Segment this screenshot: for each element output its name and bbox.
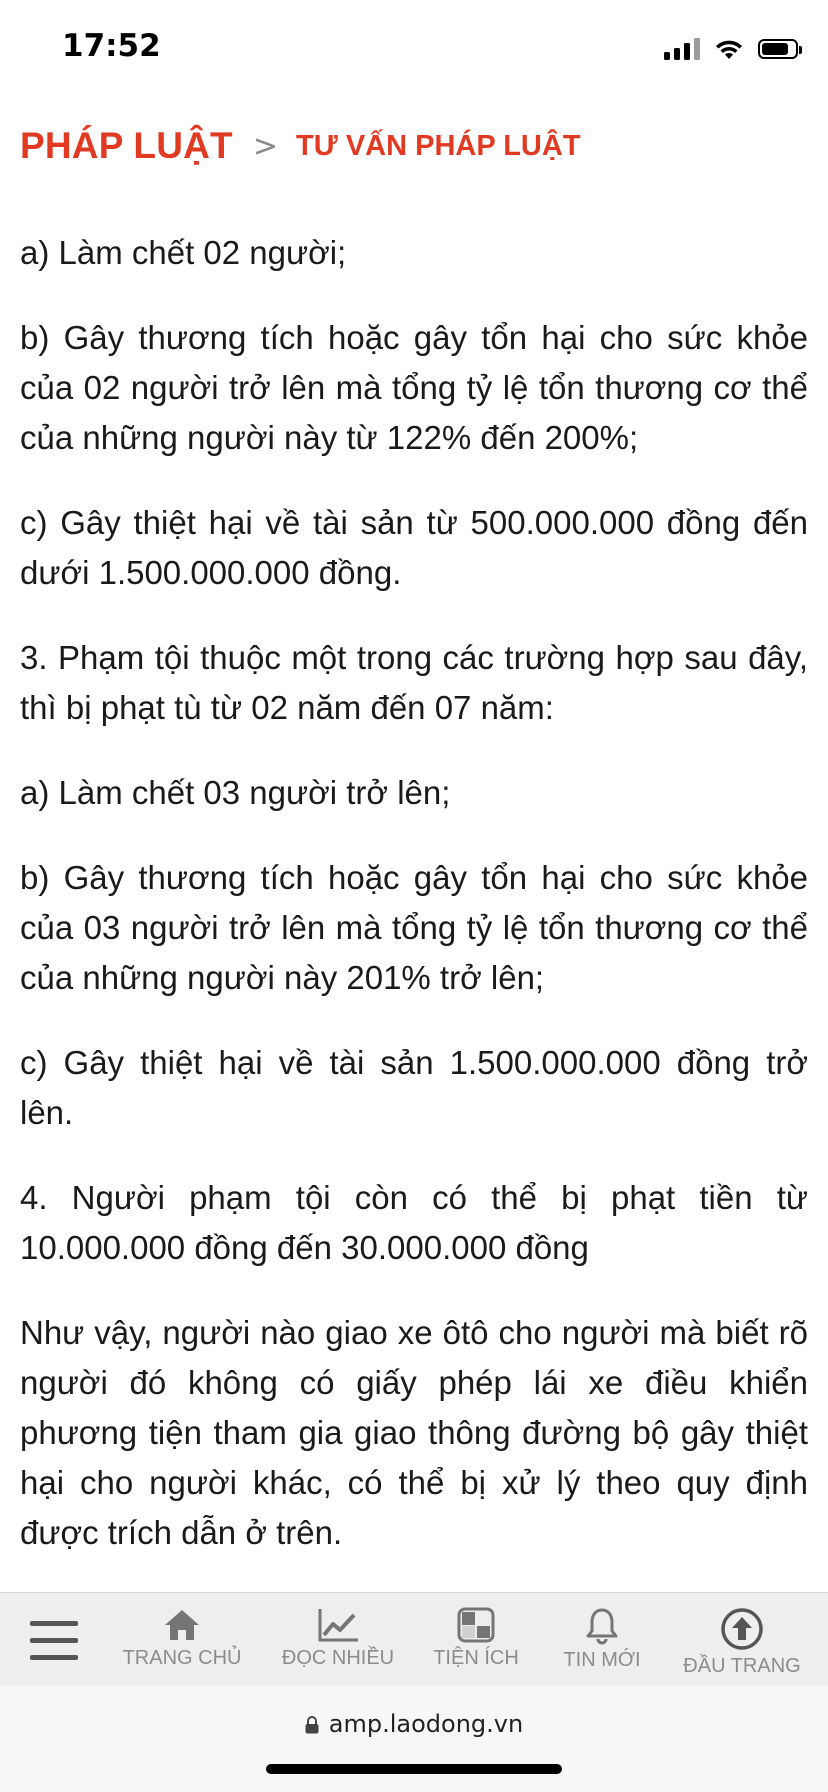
- breadcrumb: [20, 118, 581, 174]
- nav-new-articles-label: TIN MỚI: [563, 1649, 641, 1671]
- arrow-up-circle-icon: [720, 1607, 764, 1651]
- nav-new-articles-button[interactable]: [546, 1607, 658, 1672]
- status-time: 17:52: [62, 28, 161, 64]
- nav-back-to-top-label: ĐẦU TRANG: [683, 1655, 801, 1677]
- nav-utilities-button[interactable]: [420, 1607, 532, 1670]
- battery-icon: [758, 39, 798, 59]
- nav-most-read-button[interactable]: [282, 1607, 394, 1670]
- bell-icon: [583, 1607, 621, 1645]
- article-paragraph: c) Gây thiệt hại về tài sản 1.500.000.000 đồng trở lên.: [20, 1044, 808, 1131]
- url-domain: amp.laodong.vn: [328, 1710, 524, 1738]
- nav-home-label: TRANG CHỦ: [122, 1647, 242, 1669]
- home-icon: [162, 1607, 202, 1643]
- lock-icon: [305, 1716, 319, 1734]
- article-paragraph: a) Làm chết 02 người;: [20, 234, 347, 271]
- article-paragraph: a) Làm chết 03 người trở lên;: [20, 774, 451, 811]
- wifi-icon: [714, 38, 744, 60]
- url-display[interactable]: [0, 1710, 828, 1738]
- home-indicator: [266, 1764, 562, 1774]
- chevron-right-icon: >: [252, 128, 278, 164]
- nav-utilities-label: TIỆN ÍCH: [433, 1647, 519, 1669]
- article-paragraph: b) Gây thương tích hoặc gây tổn hại cho sức khỏe của 02 người trở lên mà tổng tỷ lệ tổn thương cơ thể của những người này từ 122% đến 200%;: [20, 319, 808, 456]
- article-paragraph: b) Gây thương tích hoặc gây tổn hại cho sức khỏe của 03 người trở lên mà tổng tỷ lệ tổn thương cơ thể của những người này 201% trở lên;: [20, 859, 808, 996]
- nav-back-to-top-button[interactable]: [680, 1607, 804, 1678]
- bottom-nav: [0, 1592, 828, 1687]
- article-body: [20, 228, 808, 1590]
- article-paragraph: Như vậy, người nào giao xe ôtô cho người mà biết rõ người đó không có giấy phép lái xe điều khiển phương tiện tham gia giao thông đường bộ gây thiệt hại cho người khác, có thể bị xử lý theo quy định được trích dẫn ở trên.: [20, 1314, 808, 1551]
- menu-icon[interactable]: [30, 1621, 78, 1661]
- nav-home-button[interactable]: [122, 1607, 242, 1670]
- widgets-icon: [457, 1607, 495, 1643]
- status-bar: [0, 0, 828, 100]
- nav-most-read-label: ĐỌC NHIỀU: [281, 1647, 395, 1669]
- trending-chart-icon: [316, 1607, 360, 1643]
- article-paragraph: 4. Người phạm tội còn có thể bị phạt tiền từ 10.000.000 đồng đến 30.000.000 đồng: [20, 1179, 808, 1266]
- cellular-signal-icon: [664, 38, 700, 60]
- breadcrumb-section-link[interactable]: PHÁP LUẬT: [20, 125, 233, 166]
- url-bar[interactable]: [0, 1686, 828, 1792]
- article-paragraph: 3. Phạm tội thuộc một trong các trường hợp sau đây, thì bị phạt tù từ 02 năm đến 07 năm:: [20, 639, 808, 726]
- breadcrumb-subsection-link[interactable]: TƯ VẤN PHÁP LUẬT: [296, 129, 581, 162]
- article-paragraph: c) Gây thiệt hại về tài sản từ 500.000.000 đồng đến dưới 1.500.000.000 đồng.: [20, 504, 808, 591]
- status-icons: [664, 36, 798, 62]
